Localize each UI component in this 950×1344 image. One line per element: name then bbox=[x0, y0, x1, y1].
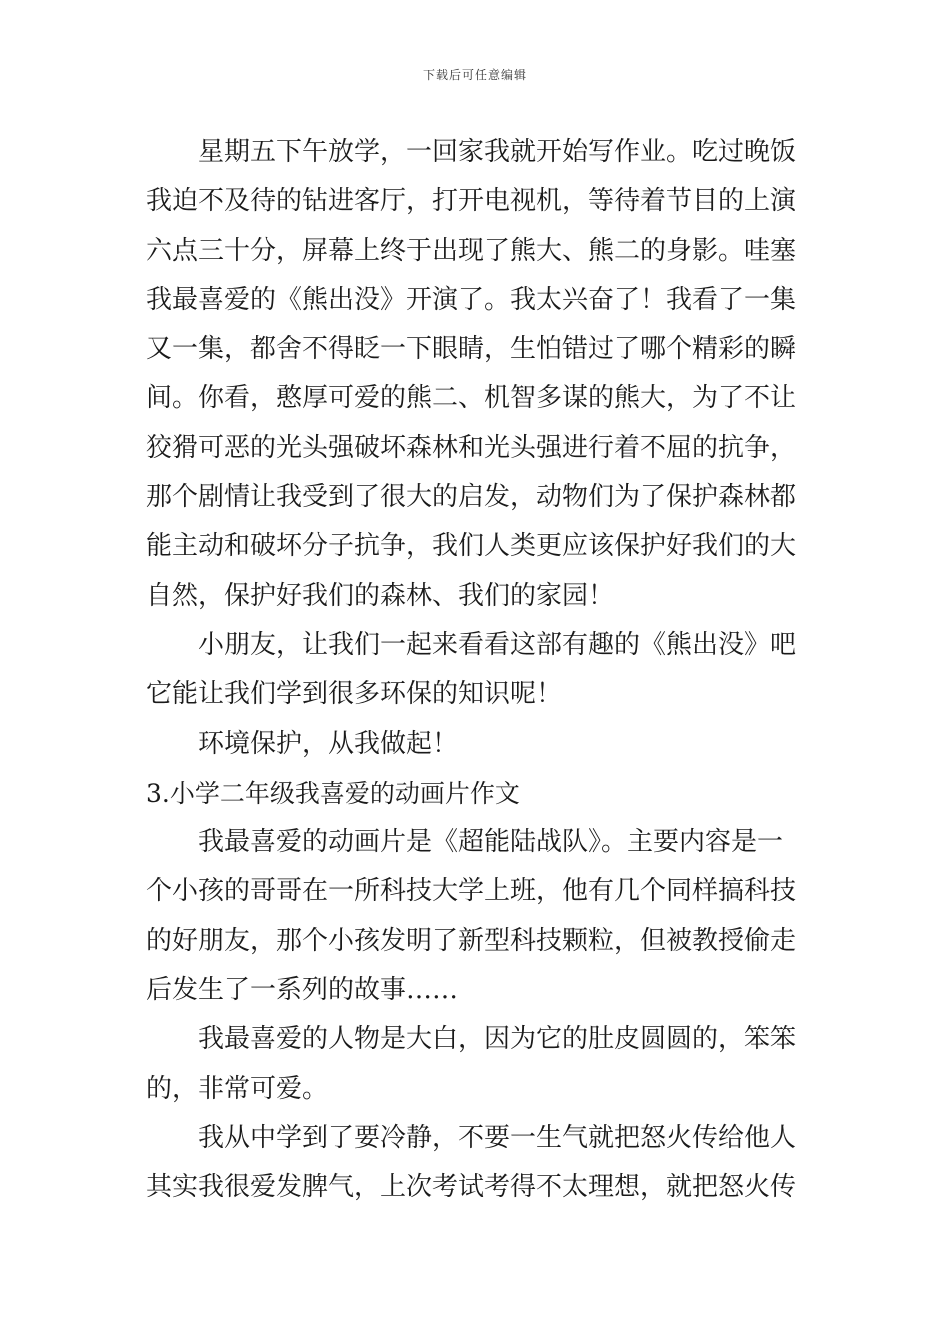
text-line: 它能让我们学到很多环保的知识呢！ bbox=[146, 679, 563, 710]
text-line: 我从中学到了要冷静，不要一生气就把怒火传给他人 bbox=[198, 1122, 797, 1153]
document-body bbox=[146, 128, 811, 1213]
text-line: 狡猾可恶的光头强破坏森林和光头强进行着不屈的抗争， bbox=[146, 432, 797, 463]
text-line: 环境保护，从我做起！ bbox=[198, 728, 459, 759]
text-line: 六点三十分，屏幕上终于出现了熊大、熊二的身影。哇塞 bbox=[146, 235, 797, 266]
text-line: 我最喜爱的《熊出没》开演了。我太兴奋了！我看了一集 bbox=[146, 284, 797, 315]
text-line: 那个剧情让我受到了很大的启发，动物们为了保护森林都 bbox=[146, 482, 797, 513]
text-line: 我最喜爱的动画片是《超能陆战队》。主要内容是一 bbox=[198, 827, 784, 858]
text-line: 小朋友，让我们一起来看看这部有趣的《熊出没》吧 bbox=[198, 629, 797, 660]
text-line: 的好朋友，那个小孩发明了新型科技颗粒，但被教授偷走 bbox=[146, 925, 797, 956]
text-line: 又一集，都舍不得眨一下眼睛，生怕错过了哪个精彩的瞬 bbox=[146, 334, 797, 365]
text-line: 其实我很爱发脾气，上次考试考得不太理想，就把怒火传 bbox=[146, 1172, 797, 1203]
section-heading: 3.小学二年级我喜爱的动画片作文 bbox=[146, 778, 520, 808]
text-line: 个小孩的哥哥在一所科技大学上班，他有几个同样搞科技 bbox=[146, 876, 797, 907]
text-line: 星期五下午放学，一回家我就开始写作业。吃过晚饭 bbox=[198, 137, 797, 167]
text-line: 能主动和破坏分子抗争，我们人类更应该保护好我们的大 bbox=[146, 531, 797, 562]
text-line: 间。你看，憨厚可爱的熊二、机智多谋的熊大，为了不让 bbox=[146, 383, 797, 414]
page-header: 下载后可任意编辑 bbox=[422, 68, 527, 82]
text-line: 我最喜爱的人物是大白，因为它的肚皮圆圆的，笨笨 bbox=[198, 1024, 797, 1055]
text-line: 的，非常可爱。 bbox=[146, 1073, 329, 1104]
text-line: 我迫不及待的钻进客厅，打开电视机，等待着节目的上演 bbox=[146, 186, 797, 217]
text-line: 自然，保护好我们的森林、我们的家园！ bbox=[146, 580, 615, 611]
text-line: 后发生了一系列的故事…… bbox=[146, 975, 459, 1006]
